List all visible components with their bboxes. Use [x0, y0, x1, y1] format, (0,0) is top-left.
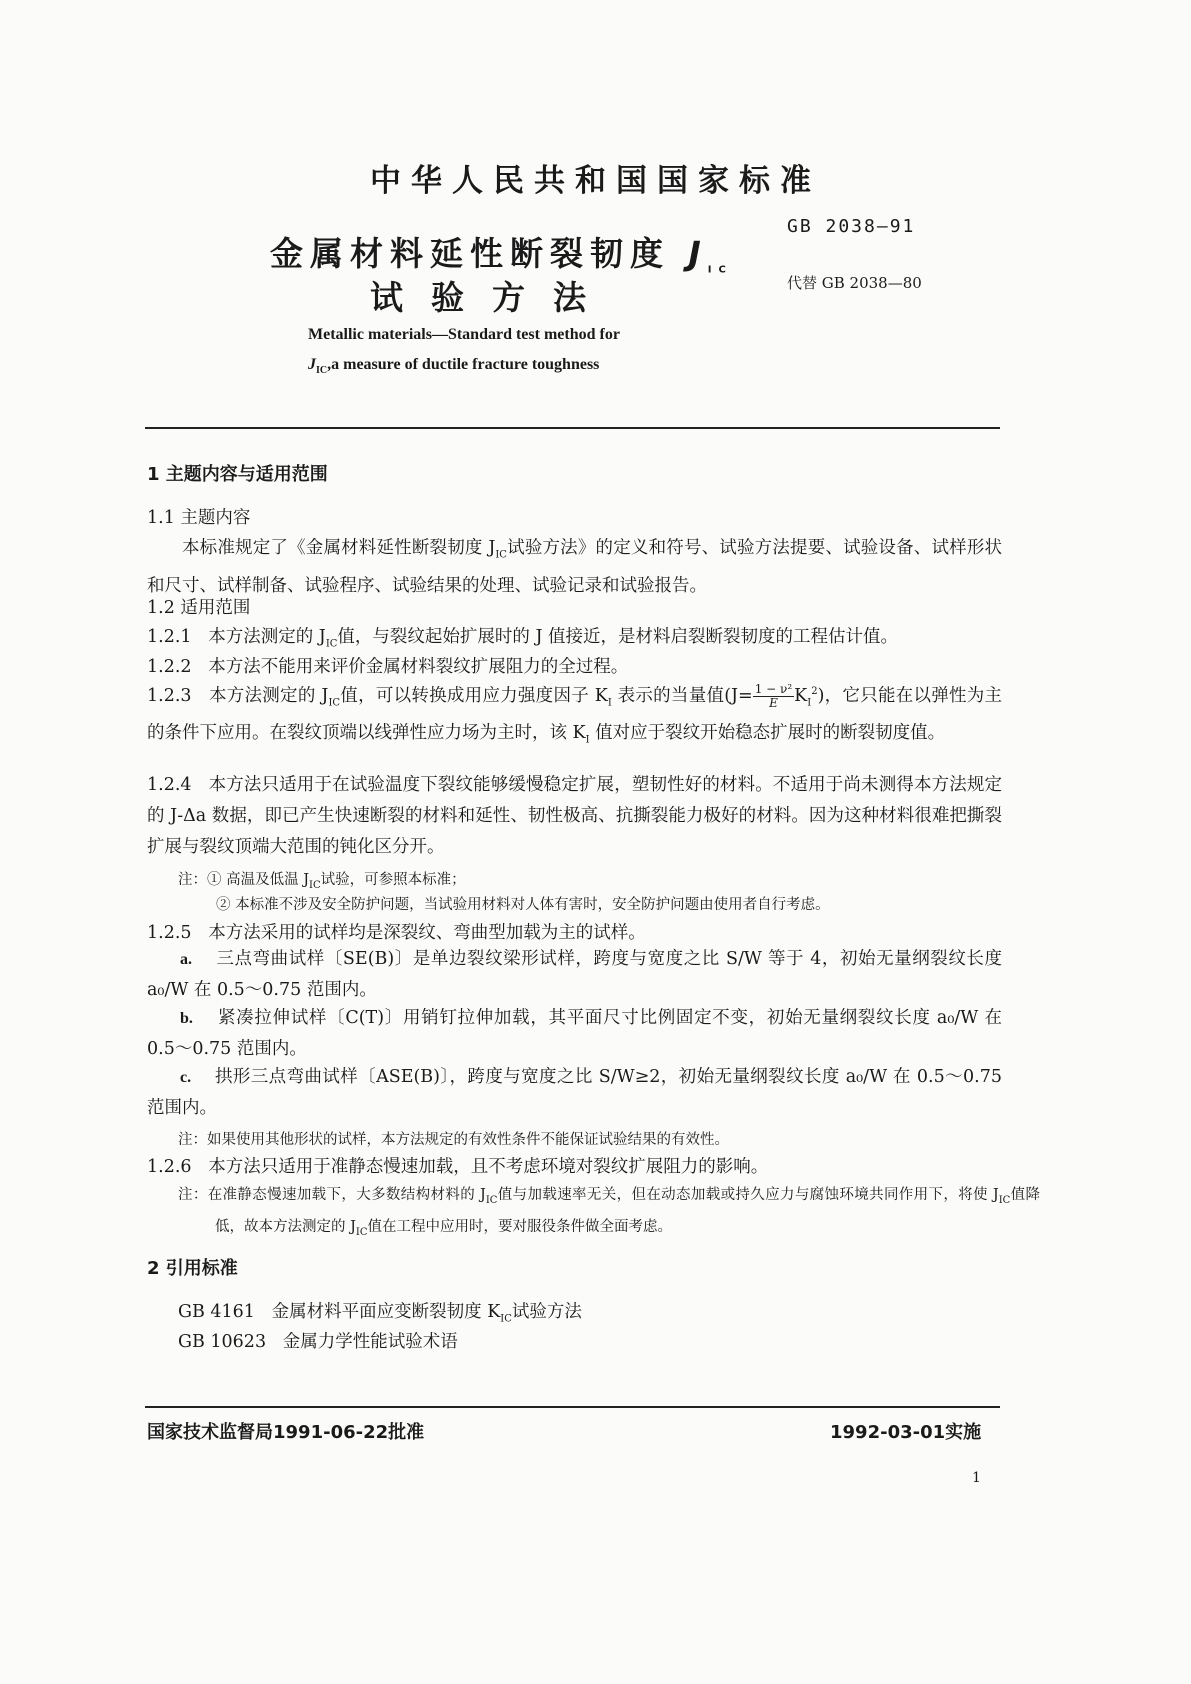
item-c-label: c. [180, 1069, 192, 1086]
effective-date: 1992-03-01实施 [830, 1422, 982, 1443]
section-1-heading: 1 主题内容与适用范围 [147, 464, 328, 485]
p126-text: 本方法只适用于准静态慢速加载，且不考虑环境对裂纹扩展阻力的影响。 [208, 1157, 769, 1177]
ref1-rest: 试验方法 [511, 1302, 582, 1322]
fraction-denominator: E [769, 695, 778, 710]
ref1-code: GB 4161 [178, 1302, 255, 1322]
p124-number: 1.2.4 [147, 775, 192, 795]
paragraph-1-1 [147, 533, 1002, 602]
paragraph-1-2-4 [147, 770, 1002, 863]
p124-text: 本方法只适用于在试验温度下裂纹能够缓慢稳定扩展，塑韧性好的材料。不适用于尚未测得本方法规定的 J-Δa 数据，即已产生快速断裂的材料和延性、韧性极高、抗撕裂能力极好的材料。因为这种材料很难把撕裂扩展与裂纹顶端大范围的钝化区分开。 [147, 775, 1002, 857]
replaces-code: 代替 GB 2038—80 [787, 274, 922, 292]
item-b-text: 紧凑拉伸试样〔C(T)〕用销钉拉伸加载，其平面尺寸比例固定不变，初始无量纲裂纹长度 a₀/W 在 0.5～0.75 范围内。 [147, 1008, 1002, 1059]
ref2-code: GB 10623 [178, 1332, 267, 1352]
paragraph-1-2-5 [147, 919, 646, 947]
national-standard-title: 中华人民共和国国家标准 [370, 163, 821, 199]
document-title-line1 [270, 228, 733, 276]
p121-sub: IC [325, 638, 338, 650]
ref1-text: 金属材料平面应变断裂韧度 K [271, 1302, 501, 1322]
p123-fraction [753, 683, 794, 710]
english-title-line2 [308, 356, 599, 376]
p121-rest: 值，与裂纹起始扩展时的 J 值接近，是材料启裂断裂韧度的工程估计值。 [337, 627, 899, 647]
p123-c: 表示的当量值(J= [611, 685, 753, 706]
p11-text: 本标准规定了《金属材料延性断裂韧度 J [182, 538, 496, 558]
footer-rule [145, 1406, 1000, 1408]
note3-sub3: IC [355, 1226, 368, 1238]
note3-b: 值与加载速率无关，但在动态加载或持久应力与腐蚀环境共同作用下，将使 J [497, 1187, 999, 1203]
item-c-text: 拱形三点弯曲试样〔ASE(B)〕，跨度与宽度之比 S/W≥2，初始无量纲裂纹长度 a₀/W 在 0.5～0.75范围内。 [147, 1067, 1002, 1118]
p123-b: 值，可以转换成用应力强度因子 K [340, 685, 608, 706]
ref1-sub: IC [500, 1313, 512, 1325]
note-2: 注：如果使用其他形状的试样，本方法规定的有效性条件不能保证试验结果的有效性。 [178, 1132, 729, 1148]
note3-sub2: IC [998, 1194, 1011, 1206]
section-2-heading: 2 引用标准 [147, 1258, 238, 1279]
note1a-sub: IC [309, 879, 321, 891]
header-rule [145, 427, 1000, 429]
standard-code: GB 2038—91 [787, 216, 916, 237]
title-text: 金属材料延性断裂韧度 [270, 234, 670, 273]
p123-number: 1.2.3 [147, 685, 192, 706]
item-a-text: 三点弯曲试样〔SE(B)〕是单边裂纹梁形试样，跨度与宽度之比 S/W 等于 4，初始无量纲裂纹长度 a₀/W 在 0.5～0.75 范围内。 [147, 949, 1002, 1000]
p11-rest: 试验方法》的定义和符号、试验方法提要、试验设备、试样形状和尺寸、试样制备、试验程序、试验结果的处理、试验记录和试验报告。 [147, 538, 1003, 596]
p123-a: 本方法测定的 J [209, 685, 329, 706]
reference-gb10623 [178, 1328, 458, 1356]
p123-d: K [794, 685, 808, 706]
note3-c: 值降低，故本方法测定的 J [215, 1187, 1041, 1235]
subsection-1-2-heading: 1.2 适用范围 [147, 598, 251, 618]
p121-number: 1.2.1 [147, 627, 192, 647]
p11-sub: IC [495, 549, 507, 561]
note-1-a [178, 868, 466, 891]
fraction-numerator: 1 − ν² [754, 681, 793, 696]
ref2-text: 金属力学性能试验术语 [282, 1332, 458, 1352]
paragraph-1-2-5-b [147, 1003, 1002, 1065]
note-3 [178, 1182, 1040, 1246]
approval-date: 国家技术监督局1991-06-22批准 [147, 1422, 425, 1443]
page-number: 1 [972, 1470, 981, 1486]
p123-sub1: IC [328, 697, 341, 709]
paragraph-1-2-5-c [147, 1062, 1002, 1124]
paragraph-1-2-6 [147, 1153, 768, 1181]
p123-e: )，它只能在以弹性为主的条件下应用。在裂纹顶端以线弹性应力场为主时，该 K [147, 685, 1003, 744]
p122-text: 本方法不能用来评价金属材料裂纹扩展阻力的全过程。 [208, 657, 629, 677]
note3-sub1: IC [485, 1194, 498, 1206]
p125-text: 本方法采用的试样均是深裂纹、弯曲型加载为主的试样。 [208, 923, 646, 943]
en-text: ,a measure of ductile fracture toughness [327, 356, 600, 373]
title-symbol: J [688, 234, 708, 273]
note3-d: 值在工程中应用时，要对服役条件做全面考虑。 [367, 1218, 673, 1235]
note1a-text: 注：① 高温及低温 J [178, 872, 310, 888]
note-1-b: ② 本标准不涉及安全防护问题，当试验用材料对人体有害时，安全防护问题由使用者自行考虑。 [216, 897, 830, 913]
p126-number: 1.2.6 [147, 1157, 192, 1177]
english-title-line1: Metallic materials—Standard test method for [308, 326, 620, 343]
p125-number: 1.2.5 [147, 923, 192, 943]
item-b-label: b. [180, 1010, 193, 1027]
item-a-label: a. [180, 951, 192, 968]
note1a-rest: 试验，可参照本标准； [320, 872, 466, 888]
en-symbol: J [308, 356, 316, 373]
paragraph-1-2-3: 1.2.3 本方法测定的 $J_{IC}$值，可以转换成用应力强度因子 $K_I$ 表示的当量值(J= $\frac{\text{1 − ν²}}{E}$ $K_I^2$)，它只能在以弹性为主的条件下应用。在裂纹顶端以线弹性应力场为主时，该 $K_I$ 值对应于裂纹开始稳态扩展时的断裂韧度值。 [147, 681, 1003, 746]
p123-f: 值对应于裂纹开始稳态扩展时的断裂韧度值。 [589, 723, 946, 744]
p121-text: 本方法测定的 J [208, 627, 326, 647]
p122-number: 1.2.2 [147, 657, 192, 677]
document-title-line2: 试验方法 [370, 278, 614, 317]
paragraph-1-2-5-a [147, 944, 1002, 1006]
title-subscript: IC [707, 264, 733, 276]
en-subscript: IC [316, 365, 328, 377]
subsection-1-1-heading: 1.1 主题内容 [147, 508, 251, 528]
note3-text: 注：在准静态慢速加载下，大多数结构材料的 J [178, 1187, 486, 1203]
